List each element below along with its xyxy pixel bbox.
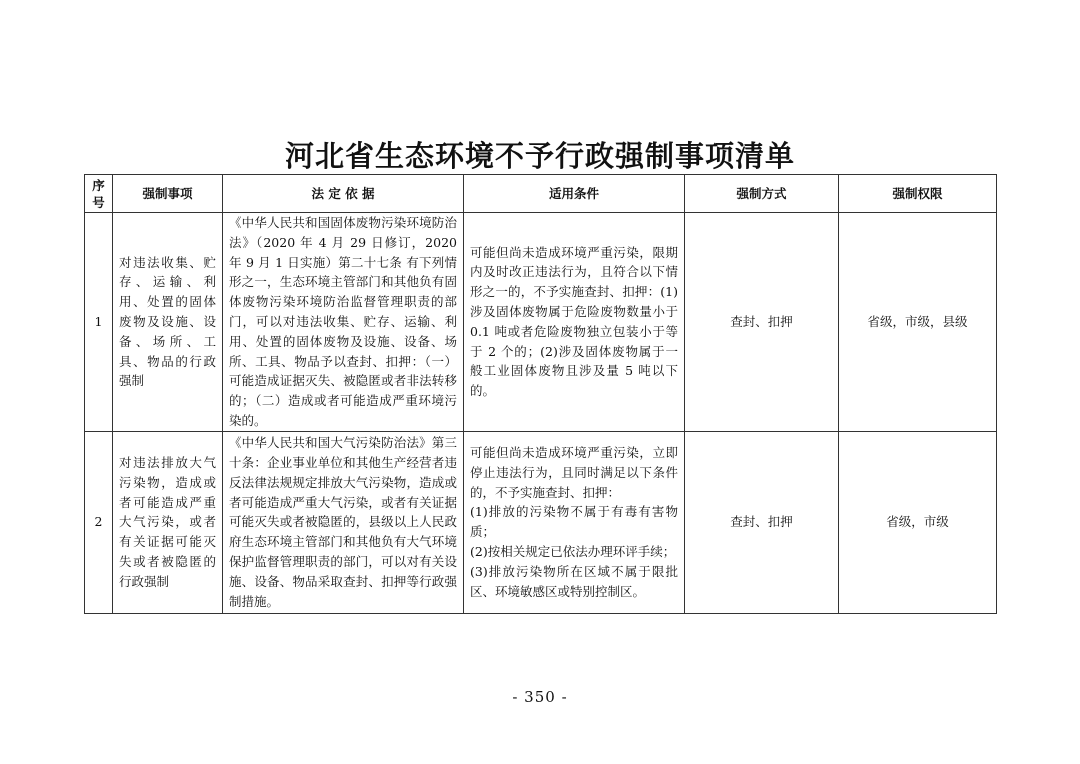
table-row — [85, 431, 997, 613]
row-conditions — [464, 431, 685, 613]
table-header-row — [85, 175, 997, 213]
row-item: 对违法收集、贮存、运输、利用、处置的固体废物及设施、设备、场所、工具、物品的行政强制 — [113, 213, 223, 432]
header-method: 强制方式 — [685, 175, 839, 213]
document-title: 河北省生态环境不予行政强制事项清单 — [284, 139, 795, 173]
header-seq-line2: 号 — [92, 194, 105, 210]
enforcement-table — [84, 174, 997, 614]
row-seq: 1 — [85, 213, 113, 432]
header-seq — [85, 175, 113, 213]
row-seq: 2 — [85, 431, 113, 613]
row-authority: 省级，市级 — [839, 431, 997, 613]
row-basis: 《中华人民共和国大气污染防治法》第三十条：企业事业单位和其他生产经营者违反法律法规规定排放大气污染物，造成或者可能造成严重大气污染，或者有关证据可能灭失或者被隐匿的，县级以上人民政府生态环境主管部门和其他负有大气环境保护监督管理职责的部门，可以对有关设施、设备、物品采取查封、扣押等行政强制措施。 — [223, 431, 464, 613]
condition-line: (1)排放的污染物不属于有毒有害物质； — [470, 504, 678, 540]
condition-line: 可能但尚未造成环境严重污染，立即停止违法行为，且同时满足以下条件的，不予实施查封、扣押： — [470, 445, 678, 500]
condition-line: (2)按相关规定已依法办理环评手续； — [470, 544, 676, 560]
row-item: 对违法排放大气污染物，造成或者可能造成严重大气污染，或者有关证据可能灭失或者被隐匿的行政强制 — [113, 431, 223, 613]
header-basis: 法 定 依 据 — [223, 175, 464, 213]
header-conditions: 适用条件 — [464, 175, 685, 213]
condition-line: (3)排放污染物所在区域不属于限批区、环境敏感区或特别控制区。 — [470, 563, 678, 599]
header-authority: 强制权限 — [839, 175, 997, 213]
row-authority: 省级，市级，县级 — [839, 213, 997, 432]
table-row — [85, 213, 997, 432]
row-conditions: 可能但尚未造成环境严重污染，限期内及时改正违法行为，且符合以下情形之一的，不予实施查封、扣押：(1)涉及固体废物属于危险废物数量小于 0.1 吨或者危险废物独立包装小于等于 2 个的；(2)涉及固体废物属于一般工业固体废物且涉及量 5 吨以下的。 — [464, 213, 685, 432]
row-method: 查封、扣押 — [685, 431, 839, 613]
header-seq-line1: 序 — [92, 177, 105, 193]
header-item: 强制事项 — [113, 175, 223, 213]
page-number: - 350 - — [512, 688, 568, 706]
row-method: 查封、扣押 — [685, 213, 839, 432]
row-basis: 《中华人民共和国固体废物污染环境防治法》（2020 年 4 月 29 日修订，2020 年 9 月 1 日实施）第二十七条 有下列情形之一，生态环境主管部门和其他负有固体废物污染环境防治监督管理职责的部门，可以对违法收集、贮存、运输、利用、处置的固体废物及设施、设备、场所、工具、物品予以查封、扣押：（一）可能造成证据灭失、被隐匿或者非法转移的；（二）造成或者可能造成严重环境污染的。 — [223, 213, 464, 432]
